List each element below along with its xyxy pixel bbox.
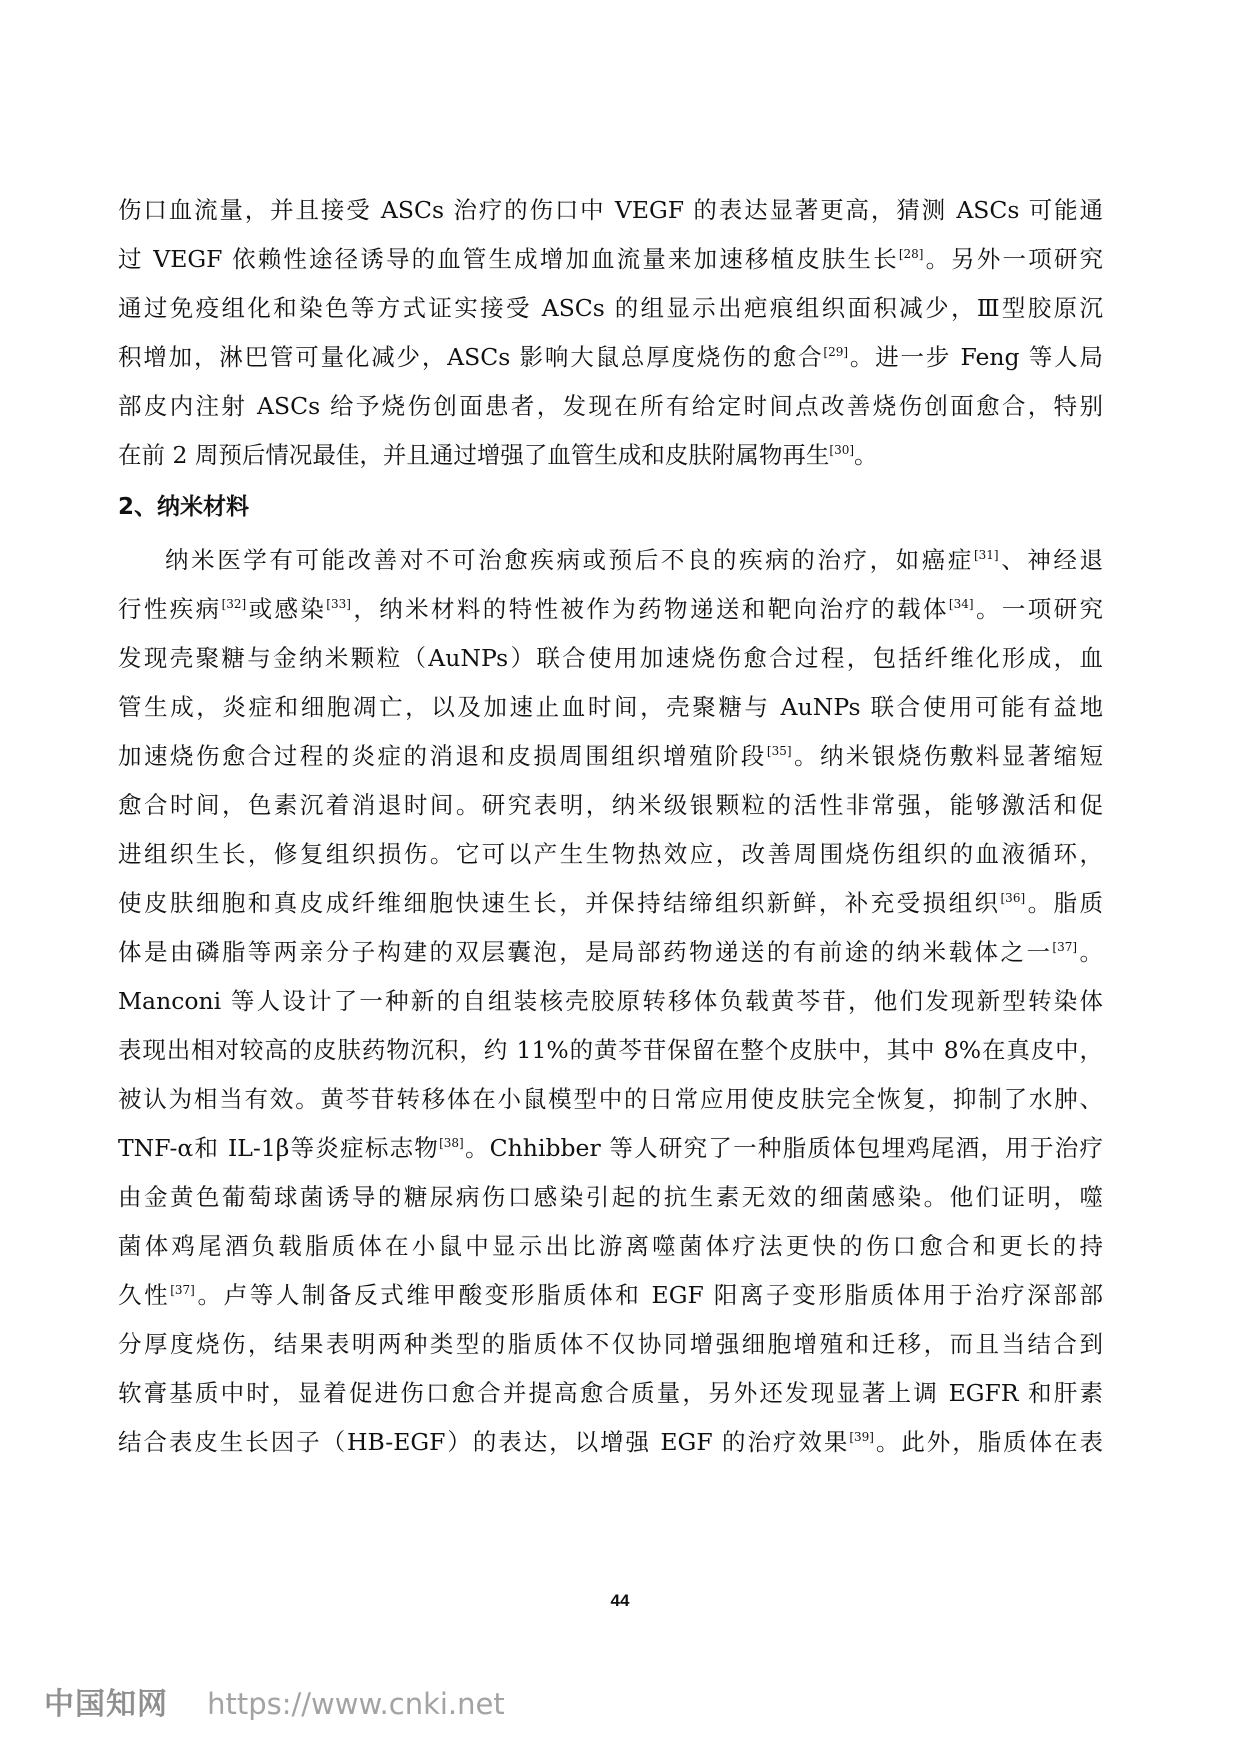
text-line: 进组织生长，修复组织损伤。它可以产生生物热效应，改善周围烧伤组织的血液循环， bbox=[118, 840, 1103, 868]
text-line: 在前 2 周预后情况最佳，并且通过增强了血管生成和皮肤附属物再生[30]。 bbox=[118, 441, 878, 469]
text-line: 伤口血流量，并且接受 ASCs 治疗的伤口中 VEGF 的表达显著更高，猜测 ASCs 可能通 bbox=[118, 196, 1103, 224]
body-text bbox=[118, 186, 1103, 1467]
text-line: 结合表皮生长因子（HB-EGF）的表达，以增强 EGF 的治疗效果[39]。此外，脂质体在表 bbox=[118, 1428, 1104, 1456]
citation-marker: [28] bbox=[898, 247, 924, 262]
citation-marker: [31] bbox=[973, 548, 999, 563]
text-line: TNF-α和 IL-1β等炎症标志物[38]。Chhibber 等人研究了一种脂质体包埋鸡尾酒，用于治疗 bbox=[118, 1134, 1103, 1162]
text-line: 部皮内注射 ASCs 给予烧伤创面患者，发现在所有给定时间点改善烧伤创面愈合，特别 bbox=[118, 392, 1103, 420]
text-line: 久性[37]。卢等人制备反式维甲酸变形脂质体和 EGF 阳离子变形脂质体用于治疗深部部 bbox=[118, 1281, 1104, 1309]
citation-marker: [34] bbox=[948, 597, 974, 612]
citation-marker: [30] bbox=[829, 443, 855, 458]
text-line: 发现壳聚糖与金纳米颗粒（AuNPs）联合使用加速烧伤愈合过程，包括纤维化形成，血 bbox=[118, 644, 1103, 672]
text-line: 表现出相对较高的皮肤药物沉积，约 11%的黄芩苷保留在整个皮肤中，其中 8%在真皮中， bbox=[118, 1036, 1103, 1064]
text-line: 行性疾病[32]或感染[33]，纳米材料的特性被作为药物递送和靶向治疗的载体[34]。一项研究 bbox=[118, 595, 1104, 623]
section-heading: 2、纳米材料 bbox=[118, 494, 250, 520]
citation-marker: [36] bbox=[1000, 891, 1026, 906]
page-number: 44 bbox=[610, 1591, 630, 1610]
text-line: 菌体鸡尾酒负载脂质体在小鼠中显示出比游离噬菌体疗法更快的伤口愈合和更长的持 bbox=[118, 1232, 1103, 1260]
citation-marker: [35] bbox=[766, 744, 792, 759]
citation-marker: [29] bbox=[823, 345, 849, 360]
text-line: 被认为相当有效。黄芩苷转移体在小鼠模型中的日常应用使皮肤完全恢复，抑制了水肿、 bbox=[118, 1085, 1103, 1113]
cnki-logo: 中国知网 bbox=[44, 1687, 168, 1722]
text-line: 管生成，炎症和细胞凋亡，以及加速止血时间，壳聚糖与 AuNPs 联合使用可能有益地 bbox=[118, 693, 1103, 721]
text-line: 积增加，淋巴管可量化减少，ASCs 影响大鼠总厚度烧伤的愈合[29]。进一步 Feng 等人局 bbox=[118, 343, 1103, 371]
text-line: 通过免疫组化和染色等方式证实接受 ASCs 的组显示出疤痕组织面积减少，Ⅲ型胶原沉 bbox=[118, 294, 1103, 322]
citation-marker: [33] bbox=[326, 597, 351, 612]
text-line: 加速烧伤愈合过程的炎症的消退和皮损周围组织增殖阶段[35]。纳米银烧伤敷料显著缩短 bbox=[118, 742, 1104, 770]
text-line: 过 VEGF 依赖性途径诱导的血管生成增加血流量来加速移植皮肤生长[28]。另外一项研究 bbox=[118, 245, 1103, 273]
citation-marker: [37] bbox=[1052, 940, 1078, 955]
text-line: 软膏基质中时，显着促进伤口愈合并提高愈合质量，另外还发现显著上调 EGFR 和肝素 bbox=[118, 1379, 1103, 1407]
text-line: Manconi 等人设计了一种新的自组装核壳胶原转移体负载黄芩苷，他们发现新型转染体 bbox=[118, 987, 1103, 1015]
text-line: 体是由磷脂等两亲分子构建的双层囊泡，是局部药物递送的有前途的纳米载体之一[37]。 bbox=[118, 938, 1104, 966]
cnki-url[interactable]: https://www.cnki.net bbox=[207, 1687, 505, 1721]
citation-marker: [39] bbox=[849, 1430, 874, 1445]
citation-marker: [37] bbox=[170, 1283, 195, 1298]
text-line: 愈合时间，色素沉着消退时间。研究表明，纳米级银颗粒的活性非常强，能够激活和促 bbox=[118, 791, 1103, 819]
text-line: 使皮肤细胞和真皮成纤维细胞快速生长，并保持结缔组织新鲜，补充受损组织[36]。脂质 bbox=[118, 889, 1104, 917]
citation-marker: [38] bbox=[439, 1136, 464, 1151]
citation-marker: [32] bbox=[221, 597, 247, 612]
text-line: 纳米医学有可能改善对不可治愈疾病或预后不良的疾病的治疗，如癌症[31]、神经退 bbox=[165, 546, 1104, 574]
text-line: 由金黄色葡萄球菌诱导的糖尿病伤口感染引起的抗生素无效的细菌感染。他们证明，噬 bbox=[118, 1183, 1103, 1211]
footer-watermark bbox=[44, 1684, 505, 1724]
text-line: 分厚度烧伤，结果表明两种类型的脂质体不仅协同增强细胞增殖和迁移，而且当结合到 bbox=[118, 1330, 1103, 1358]
